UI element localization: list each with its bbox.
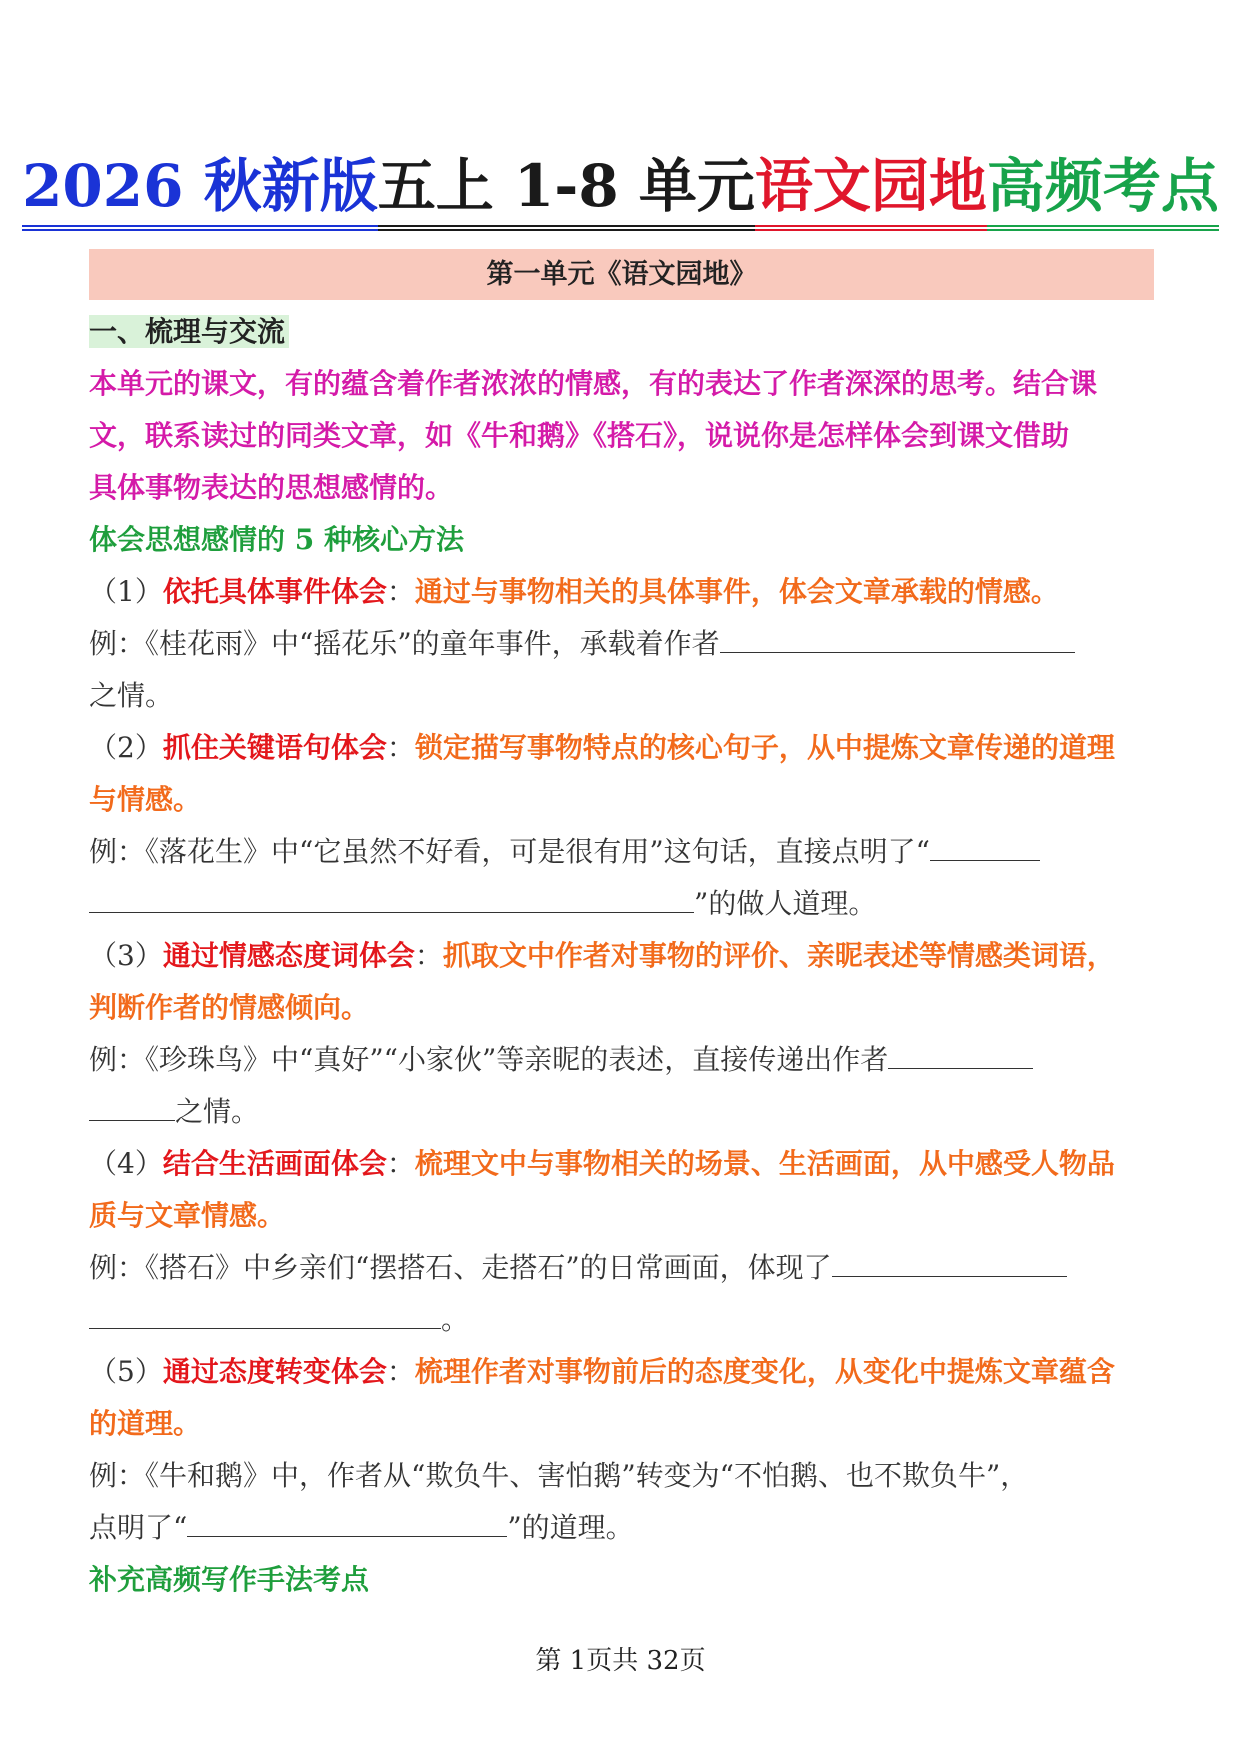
example-line: 。 (89, 1294, 1154, 1346)
title-part-grade: 五上 1-8 单元 (378, 150, 755, 231)
method-name: 通过情感态度词体会 (162, 939, 415, 972)
answer-blank[interactable] (89, 878, 694, 913)
method-number: （2） (89, 731, 163, 764)
example-line: 例：《桂花雨》中“摇花乐”的童年事件，承载着作者 (89, 618, 1154, 670)
answer-blank[interactable] (89, 1294, 441, 1329)
method-desc-cont: 判断作者的情感倾向。 (89, 991, 370, 1024)
methods-heading: 体会思想感情的 5 种核心方法 (89, 523, 464, 556)
method-2: （2）抓住关键语句体会：锁定描写事物特点的核心句子，从中提炼文章传递的道理 (89, 731, 1115, 764)
title-part-focus: 高频考点 (987, 150, 1219, 231)
method-name: 抓住关键语句体会 (162, 731, 387, 764)
method-desc: 通过与事物相关的具体事件，体会文章承载的情感。 (414, 575, 1059, 608)
answer-blank[interactable] (888, 1034, 1033, 1069)
answer-blank[interactable] (930, 826, 1040, 861)
method-5: （5）通过态度转变体会：梳理作者对事物前后的态度变化，从变化中提炼文章蕴含 (89, 1355, 1115, 1388)
document-title (0, 150, 1241, 231)
method-3: （3）通过情感态度词体会：抓取文中作者对事物的评价、亲昵表述等情感类词语， (89, 939, 1115, 972)
method-name: 依托具体事件体会 (162, 575, 387, 608)
method-number: （3） (89, 939, 163, 972)
intro-line: 文，联系读过的同类文章，如《牛和鹅》《搭石》，说说你是怎样体会到课文借助 (89, 419, 1070, 452)
method-desc: 锁定描写事物特点的核心句子，从中提炼文章传递的道理 (414, 731, 1115, 764)
supplement-heading: 补充高频写作手法考点 (89, 1563, 370, 1596)
method-1: （1）依托具体事件体会：通过与事物相关的具体事件，体会文章承载的情感。 (89, 575, 1059, 608)
section-heading-line (89, 306, 1154, 358)
example-line: ”的做人道理。 (89, 878, 1154, 930)
example-line: 之情。 (89, 679, 174, 712)
method-name: 通过态度转变体会 (162, 1355, 387, 1388)
intro-line: 本单元的课文，有的蕴含着作者浓浓的情感，有的表达了作者深深的思考。结合课 (89, 367, 1098, 400)
example-line: 例：《珍珠鸟》中“真好”“小家伙”等亲昵的表述，直接传递出作者 (89, 1034, 1154, 1086)
method-desc: 梳理作者对事物前后的态度变化，从变化中提炼文章蕴含 (414, 1355, 1115, 1388)
example-line: 例：《落花生》中“它虽然不好看，可是很有用”这句话，直接点明了“ (89, 826, 1154, 878)
answer-blank[interactable] (89, 1086, 175, 1121)
title-part-year: 2026 秋新版 (22, 150, 378, 231)
unit-header: 第一单元《语文园地》 (89, 249, 1154, 300)
method-number: （1） (89, 575, 163, 608)
example-line: 例：《搭石》中乡亲们“摆搭石、走搭石”的日常画面，体现了 (89, 1242, 1154, 1294)
section-heading: 一、梳理与交流 (89, 315, 289, 348)
answer-blank[interactable] (187, 1502, 507, 1537)
answer-blank[interactable] (832, 1242, 1067, 1277)
intro-line: 具体事物表达的思想感情的。 (89, 471, 454, 504)
title-part-topic: 语文园地 (755, 150, 987, 231)
method-desc-cont: 的道理。 (89, 1407, 202, 1440)
example-line: 例：《牛和鹅》中，作者从“欺负牛、害怕鹅”转变为“不怕鹅、也不欺负牛”， (89, 1459, 1029, 1492)
method-desc-cont: 质与文章情感。 (89, 1199, 286, 1232)
method-desc: 梳理文中与事物相关的场景、生活画面，从中感受人物品 (414, 1147, 1115, 1180)
example-line: 之情。 (89, 1086, 1154, 1138)
example-line: 点明了“ ”的道理。 (89, 1502, 1154, 1554)
method-desc-cont: 与情感。 (89, 783, 202, 816)
page-number: 第 1页共 32页 (535, 1646, 706, 1676)
method-4: （4）结合生活画面体会：梳理文中与事物相关的场景、生活画面，从中感受人物品 (89, 1147, 1115, 1180)
method-desc: 抓取文中作者对事物的评价、亲昵表述等情感类词语， (442, 939, 1115, 972)
method-name: 结合生活画面体会 (162, 1147, 387, 1180)
method-number: （4） (89, 1147, 163, 1180)
answer-blank[interactable] (720, 618, 1075, 653)
method-number: （5） (89, 1355, 163, 1388)
